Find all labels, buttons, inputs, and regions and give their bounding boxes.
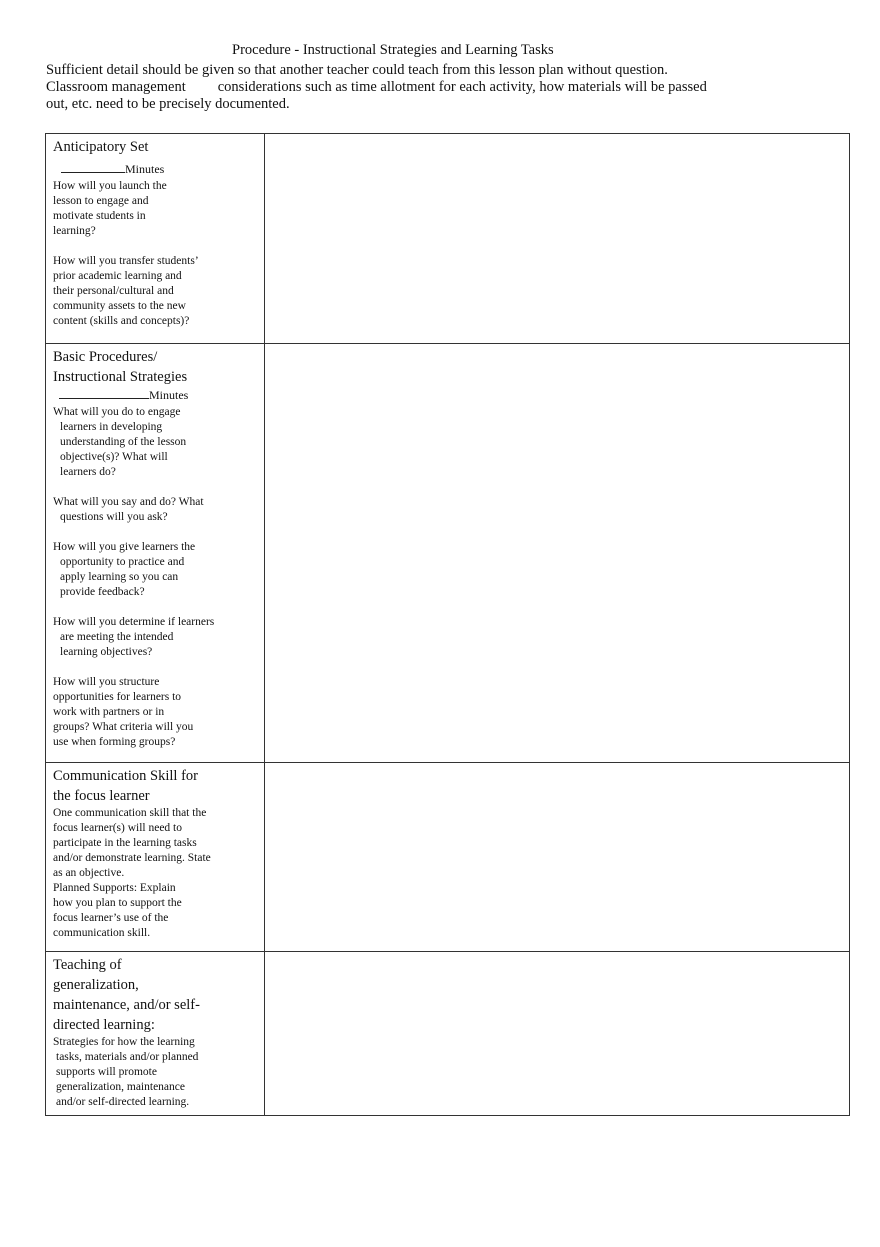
- intro-line-part: considerations such as time allotment for each activity, how materials will be passed: [217, 79, 707, 95]
- section-title: [53, 347, 258, 387]
- prompt-line: lesson to engage and: [53, 195, 149, 207]
- prompt-question: [53, 405, 258, 480]
- section-title: [53, 766, 258, 806]
- prompt-line: work with partners or in: [53, 706, 165, 718]
- section-title-line: Instructional Strategies: [53, 369, 188, 385]
- prompt-question: [53, 806, 258, 941]
- prompt-line: generalization, maintenance: [56, 1081, 185, 1093]
- prompt-line: opportunity to practice and: [60, 556, 185, 568]
- prompt-line: focus learner(s) will need to: [53, 822, 183, 834]
- minutes-label: Minutes: [125, 162, 165, 176]
- prompt-line: provide feedback?: [60, 586, 145, 598]
- intro-line: [46, 79, 786, 96]
- prompt-line: focus learner’s use of the: [53, 912, 169, 924]
- prompt-line: What will you do to engage: [53, 406, 181, 418]
- prompt-line: and/or demonstrate learning. State: [53, 852, 211, 864]
- prompt-line: learning?: [53, 225, 96, 237]
- table-row-basic-procedures: [46, 344, 850, 763]
- prompt-line: opportunities for learners to: [53, 691, 182, 703]
- basic-procedures-response-area[interactable]: [265, 344, 850, 763]
- prompt-line: community assets to the new: [53, 300, 186, 312]
- anticipatory-set-response-area[interactable]: [265, 134, 850, 344]
- prompt-line: Strategies for how the learning: [53, 1036, 195, 1048]
- prompt-line: learners in developing: [60, 421, 163, 433]
- page-title: Procedure - Instructional Strategies and Learning Tasks: [232, 42, 554, 58]
- prompt-line: How will you determine if learners: [53, 616, 215, 628]
- procedure-table: [45, 133, 850, 1116]
- prompt-line: groups? What criteria will you: [53, 721, 194, 733]
- intro-line: out, etc. need to be precisely documented.: [46, 96, 290, 112]
- section-title-line: Teaching of: [53, 957, 122, 973]
- prompt-line: How will you launch the: [53, 180, 167, 192]
- table-row-anticipatory-set: [46, 134, 850, 344]
- prompt-line: their personal/cultural and: [53, 285, 174, 297]
- prompt-line: apply learning so you can: [60, 571, 179, 583]
- prompt-line: Planned Supports: Explain: [53, 882, 176, 894]
- prompt-line: questions will you ask?: [60, 511, 168, 523]
- prompt-line: as an objective.: [53, 867, 125, 879]
- section-title-line: generalization,: [53, 977, 139, 993]
- minutes-label: Minutes: [149, 388, 189, 402]
- prompt-line: content (skills and concepts)?: [53, 315, 190, 327]
- prompt-line: participate in the learning tasks: [53, 837, 197, 849]
- prompt-line: motivate students in: [53, 210, 146, 222]
- section-title: Anticipatory Set: [53, 139, 149, 155]
- prompt-question: [53, 615, 258, 660]
- section-title-line: maintenance, and/or self-: [53, 997, 200, 1013]
- prompt-question: [53, 1035, 258, 1110]
- prompt-line: and/or self-directed learning.: [56, 1096, 190, 1108]
- table-row-communication-skill: [46, 763, 850, 952]
- section-label-cell: [46, 344, 265, 763]
- prompt-line: What will you say and do? What: [53, 496, 204, 508]
- minutes-blank[interactable]: [61, 161, 125, 173]
- prompt-question: [53, 540, 258, 600]
- section-title-line: directed learning:: [53, 1017, 155, 1033]
- prompt-line: tasks, materials and/or planned: [56, 1051, 199, 1063]
- intro-line: Sufficient detail should be given so that another teacher could teach from this lesson plan without question.: [46, 62, 668, 78]
- table-row-generalization: [46, 952, 850, 1116]
- prompt-question: [53, 495, 258, 525]
- prompt-line: use when forming groups?: [53, 736, 176, 748]
- section-label-cell: [46, 134, 265, 344]
- section-label-cell: [46, 952, 265, 1116]
- minutes-blank[interactable]: [59, 387, 149, 399]
- prompt-line: are meeting the intended: [60, 631, 174, 643]
- section-title-line: the focus learner: [53, 788, 150, 804]
- prompt-line: how you plan to support the: [53, 897, 182, 909]
- section-title: [53, 955, 258, 1035]
- prompt-line: understanding of the lesson: [60, 436, 187, 448]
- section-label-cell: [46, 763, 265, 952]
- minutes-field: [53, 387, 258, 403]
- prompt-line: learners do?: [60, 466, 116, 478]
- section-title-line: Communication Skill for: [53, 768, 198, 784]
- intro-line-part: Classroom management: [46, 79, 186, 95]
- minutes-field: [53, 161, 258, 177]
- prompt-line: One communication skill that the: [53, 807, 207, 819]
- prompt-line: How will you give learners the: [53, 541, 196, 553]
- prompt-line: learning objectives?: [60, 646, 153, 658]
- prompt-line: How will you structure: [53, 676, 160, 688]
- prompt-question: [53, 675, 258, 750]
- section-title-line: Basic Procedures/: [53, 349, 158, 365]
- generalization-response-area[interactable]: [265, 952, 850, 1116]
- prompt-question: [53, 179, 258, 239]
- prompt-line: communication skill.: [53, 927, 151, 939]
- prompt-line: How will you transfer students’: [53, 255, 199, 267]
- prompt-line: objective(s)? What will: [60, 451, 168, 463]
- prompt-line: prior academic learning and: [53, 270, 182, 282]
- intro-text: [46, 62, 786, 113]
- communication-skill-response-area[interactable]: [265, 763, 850, 952]
- prompt-line: supports will promote: [56, 1066, 157, 1078]
- prompt-question: [53, 254, 258, 329]
